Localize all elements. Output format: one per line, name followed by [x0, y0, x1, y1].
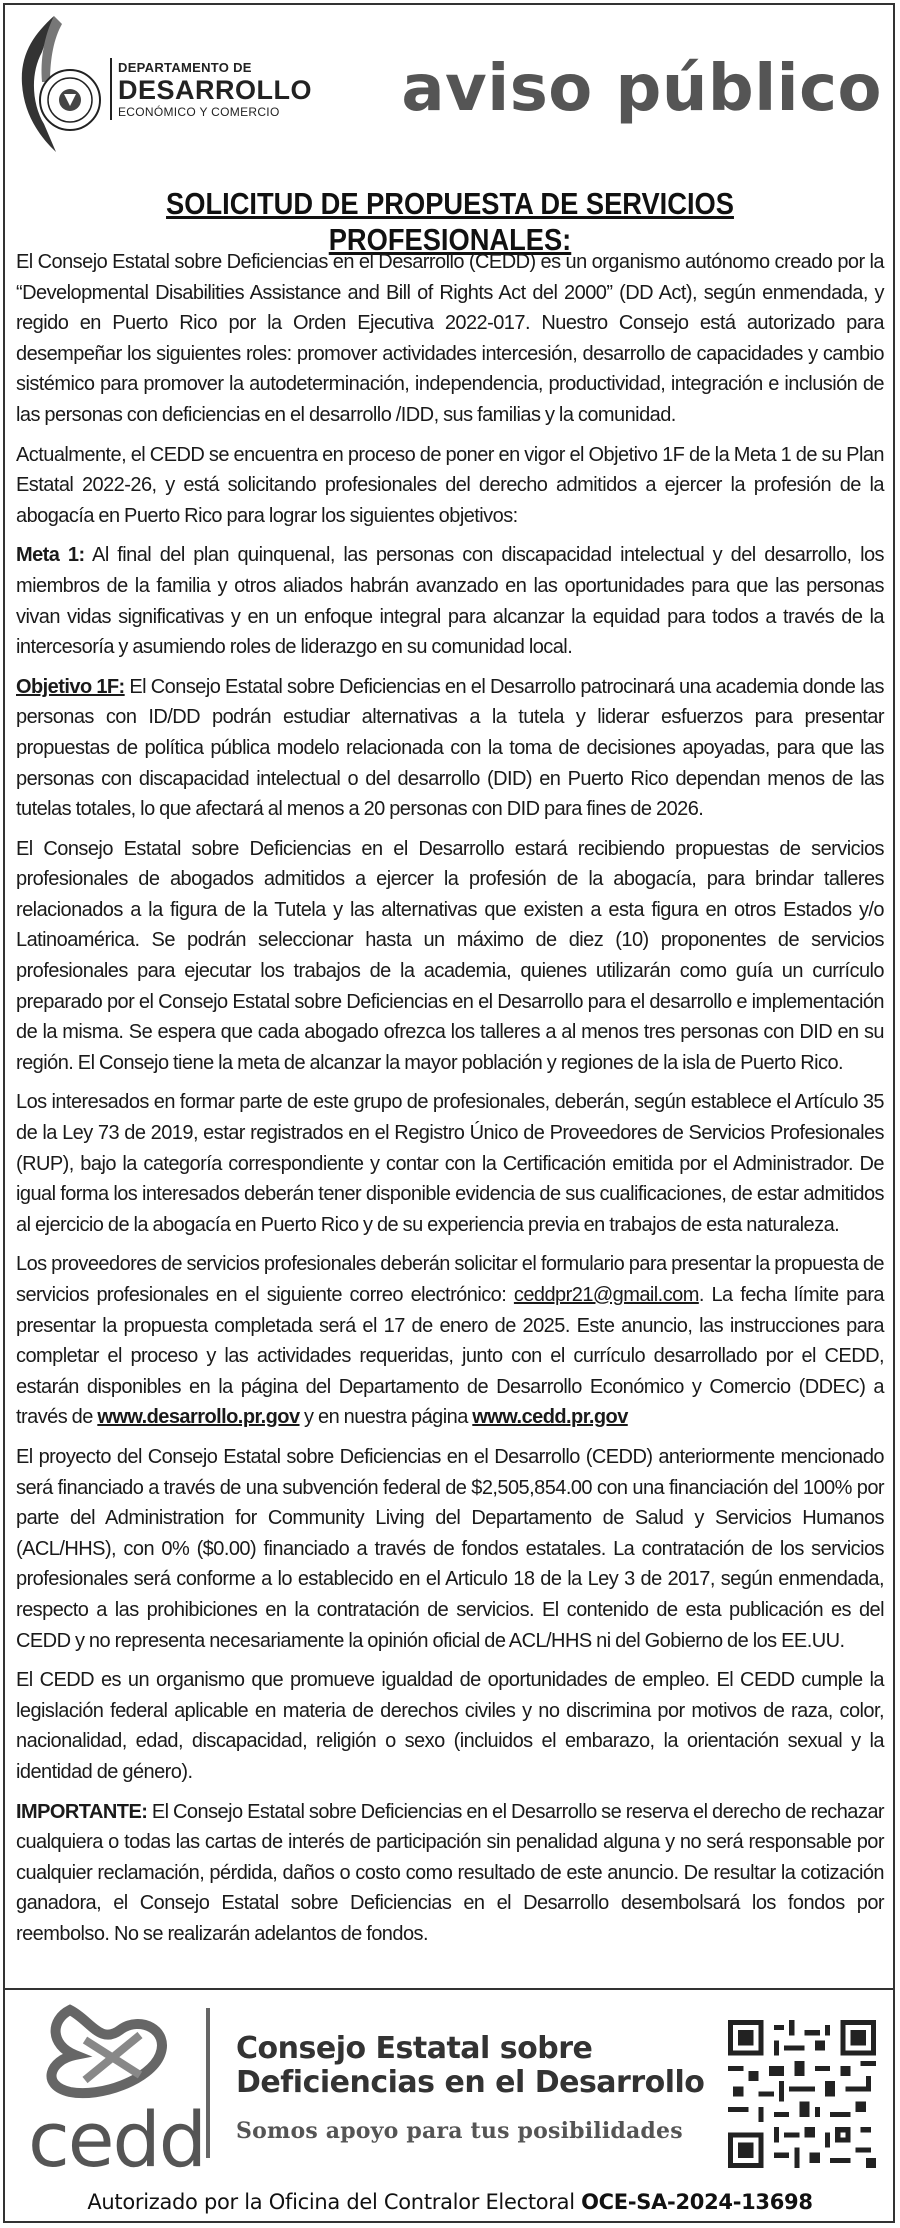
paragraph-proposals: El Consejo Estatal sobre Deficiencias en el Desarrollo estará recibiendo propuestas de servicios profesionales de abogados admitidos a ejercer la profesión de la abogacía, para brindar talleres relacionados a la figura de la Tutela y las alternativas que existen a esta figura en otros Estados y/o Latinoamérica. Se podrán seleccionar hasta un máximo de diez (10) proponentes de servicios profesionales para ejecutar los trabajos de la academia, quienes utilizarán como guía un currículo preparado por el Consejo Estatal sobre Deficiencias en el Desarrollo para el desarrollo e implementación de la misma. Se espera que cada abogado ofrezca los talleres a al menos tres personas con DID en su región. El Consejo tiene la meta de alcanzar la mayor población y regiones de la isla de Puerto Rico. [16, 837, 884, 1074]
cedd-website-link[interactable]: www.cedd.pr.gov [472, 1406, 628, 1429]
government-seal-icon [14, 14, 104, 154]
cedd-logo-word: cedd [28, 2095, 206, 2184]
dept-sub-label: ECONÓMICO Y COMERCIO [118, 105, 280, 119]
objective-label: Objetivo 1F: [16, 675, 125, 698]
paragraph-intro: El Consejo Estatal sobre Deficiencias en el Desarrollo (CEDD) es un organismo autónomo creado por la “Developmental Disabilities Assistance and Bill of Rights Act del 2000” (DD Act), según enmendada, y regido en Puerto Rico por la Orden Ejecutiva 2022-017. Nuestro Consejo está autorizado para desempeñar los siguientes roles: promover actividades intercesión, desarrollo de capacidades y cambio sistémico para promover la autodeterminación, independencia, productividad, integración e inclusión de las personas con deficiencias en el desarrollo /IDD, sus familias y la comunidad. [16, 251, 884, 426]
paragraph-equal-opportunity: El CEDD es un organismo que promueve igualdad de oportunidades de empleo. El CEDD cumple la legislación federal aplicable en materia de derechos civiles y no discrimina por motivos de raza, color, nacionalidad, edad, discapacidad, religión o sexo (incluidos el embarazo, la orientación sexual y la identidad de género). [16, 1669, 884, 1783]
paragraph-plan: Actualmente, el CEDD se encuentra en proceso de poner en vigor el Objetivo 1F de la Meta 1 de su Plan Estatal 2022-26, y está solicitando profesionales del derecho admitidos a ejercer la profesión de la abogacía en Puerto Rico para lograr los siguientes objetivos: [16, 443, 884, 527]
footer-divider [3, 1988, 895, 1990]
header-divider [110, 58, 112, 120]
paragraph-funding: El proyecto del Consejo Estatal sobre Deficiencias en el Desarrollo (CEDD) anteriormente mencionado será financiado a través de una subvención federal de $2,505,854.00 con una financiación del 100% por parte del Administration for Community Living del Departamento de Salud y Servicios Humanos (ACL/HHS), con 0% ($0.00) financiado a través de fondos estatales. La contratación de los servicios profesionales será conforme a lo establecido en el Articulo 18 de la Ley 3 de 2017, según enmendada, respecto a las prohibiciones en la contratación de servicios. El contenido de esta publicación es del CEDD y no representa necesariamente la opinión oficial de ACL/HHS ni del Gobierno de los EE.UU. [16, 1445, 884, 1652]
submission-text-c: y en nuestra página [299, 1406, 473, 1429]
email-link[interactable]: ceddpr21@gmail.com [513, 1284, 699, 1306]
paragraph-important [16, 1797, 884, 1950]
authorization-text: Autorizado por la Oficina del Contralor Electoral [87, 2190, 582, 2214]
important-label: IMPORTANTE: [16, 1800, 148, 1823]
authorization-line [0, 2190, 900, 2214]
slogan: Somos apoyo para tus posibilidades [236, 2118, 683, 2144]
goal-label: Meta 1: [16, 544, 85, 567]
page-title: SOLICITUD DE PROPUESTA DE SERVICIOS PROFESIONALES: [166, 186, 734, 257]
paragraph-submission [16, 1249, 884, 1433]
header [0, 0, 900, 175]
submission-text-b: . La fecha límite para presentar la propuesta completada será el 17 de enero de 2025. Este anuncio, las instrucciones para completar el proceso y las actividades requeridas, junto con el currículo desarrollado por el CEDD, estarán disponibles en la página del Departamento de Desarrollo Económico y Comercio (DDEC) a través de [16, 1284, 885, 1429]
council-name-line2: Deficiencias en el Desarrollo [236, 2065, 705, 2100]
paragraph-requirements: Los interesados en formar parte de este grupo de profesionales, deberán, según establece el Artículo 35 de la Ley 73 de 2019, estar registrados en el Registro Único de Proveedores de Servicios Profesionales (RUP), bajo la categoría correspondiente y contar con la Certificación emitida por el Administrador. De igual forma los interesados deberán tener disponible evidencia de sus cualificaciones, de estar admitidos al ejercicio de la abogacía en Puerto Rico y de su experiencia previa en trabajos de esta naturaleza. [16, 1091, 884, 1236]
paragraph-goal [16, 540, 884, 662]
paragraph-objective [16, 672, 884, 825]
notice-label: aviso público [401, 52, 882, 126]
department-logo-text [118, 60, 312, 119]
dept-top-label: DEPARTAMENTO DE [118, 60, 252, 75]
qr-code-icon[interactable] [728, 2020, 876, 2168]
ddec-website-link[interactable]: www.desarrollo.pr.gov [97, 1406, 300, 1429]
important-text: El Consejo Estatal sobre Deficiencias en el Desarrollo se reserva el derecho de rechazar cualquiera o todas las cartas de interés de participación sin penalidad alguna y no será responsable por cualquier reclamación, pérdida, daños o costo como resultado de este anuncio. De resultar la cotización ganadora, el Consejo Estatal sobre Deficiencias en el Desarrollo desembolsará los fondos por reembolso. No se realizarán adelantos de fondos. [16, 1800, 885, 1945]
dept-main-label: DESARROLLO [118, 75, 312, 105]
objective-text: El Consejo Estatal sobre Deficiencias en el Desarrollo patrocinará una academia donde las personas con ID/DD podrán estudiar alternativas a la tutela y liderar esfuerzos para presentar propuestas de política pública modelo relacionada con la toma de decisiones apoyadas, para que las personas con discapacidad intelectual o del desarrollo (DID) en Puerto Rico dependan menos de las tutelas totales, lo que afectará al menos a 20 personas con DID para fines de 2026. [16, 675, 884, 821]
council-name-line1: Consejo Estatal sobre [236, 2031, 593, 2066]
council-name [236, 2032, 704, 2100]
submission-text-a: Los proveedores de servicios profesionales deberán solicitar el formulario para presentar la propuesta de servicios profesionales en el siguiente correo electrónico: [16, 1253, 884, 1306]
footer-vertical-divider [206, 2008, 210, 2158]
goal-text: Al final del plan quinquenal, las personas con discapacidad intelectual y del desarrollo, los miembros de la familia y otros aliados habrán avanzado en las oportunidades para que las personas vivan vidas significativas y en un enfoque integral para alcanzar la equidad para todos a través de la intercesoría y asumiendo roles de liderazgo en su comunidad local. [16, 544, 884, 659]
authorization-code: OCE-SA-2024-13698 [581, 2190, 813, 2214]
notice-body [16, 247, 884, 1958]
